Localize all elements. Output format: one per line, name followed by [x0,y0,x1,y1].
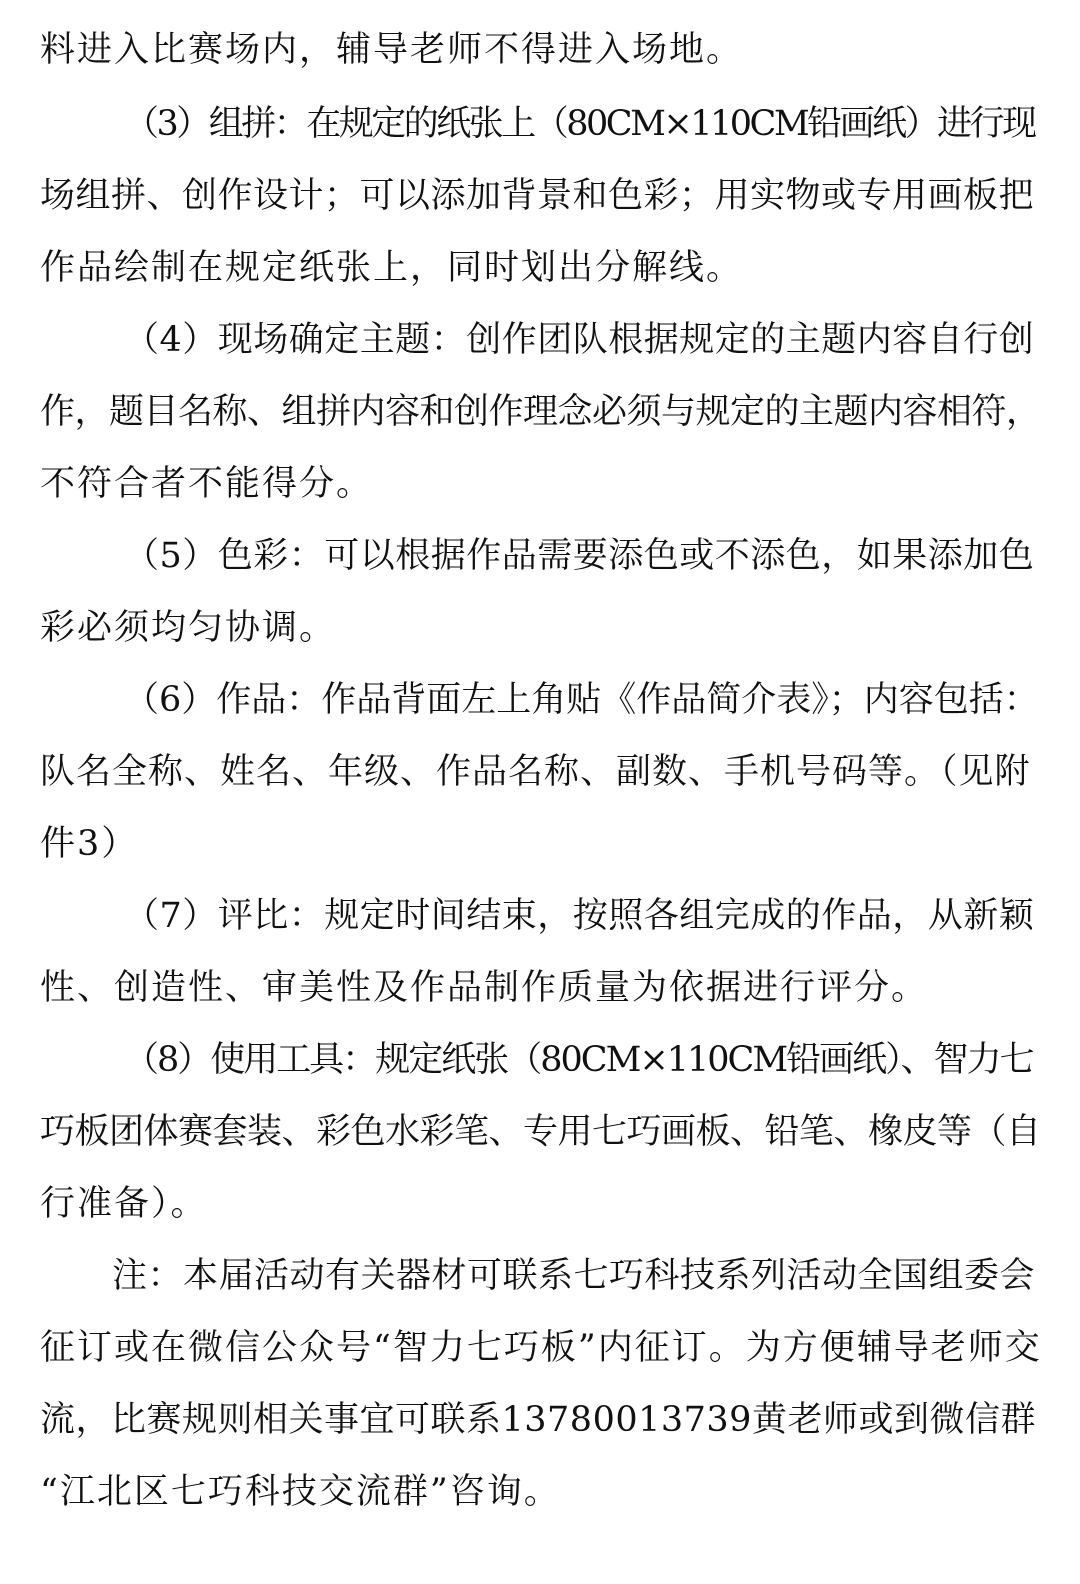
paragraph-line: 注：本届活动有关器材可联系七巧科技系列活动全国组委会 [112,1256,1036,1296]
paragraph-line: （7）评比：规定时间结束，按照各组完成的作品，从新颖 [124,896,1035,936]
paragraph-line: 队名全称、姓名、年级、作品名称、副数、手机号码等。（见附 [40,752,1031,792]
paragraph-line: 件3） [40,824,139,864]
paragraph-line: 彩必须均匀协调。 [40,608,337,648]
paragraph-line: 行准备）。 [40,1184,208,1224]
paragraph-line: 作，题目名称、组拼内容和创作理念必须与规定的主题内容相符， [40,392,1041,432]
paragraph-line: （8）使用工具：规定纸张（80CM×110CM铅画纸）、智力七 [124,1040,1033,1080]
paragraph-line: （5）色彩：可以根据作品需要添色或不添色，如果添加色 [124,536,1035,576]
paragraph-line: 征订或在微信公众号“智力七巧板”内征订。为方便辅导老师交 [40,1328,1042,1368]
paragraph-line: 场组拼、创作设计；可以添加背景和色彩；用实物或专用画板把 [40,176,1035,216]
paragraph-line: 巧板团体赛套装、彩色水彩笔、专用七巧画板、铅笔、橡皮等（自 [40,1112,1041,1152]
paragraph-line: （4）现场确定主题：创作团队根据规定的主题内容自行创 [124,320,1035,360]
paragraph-line: 性、创造性、审美性及作品制作质量为依据进行评分。 [40,968,929,1008]
paragraph-line: （6）作品：作品背面左上角贴《作品简介表》；内容包括： [124,680,1039,720]
paragraph-line: 流，比赛规则相关事宜可联系13780013739黄老师或到微信群 [40,1400,1036,1440]
paragraph-line: 料进入比赛场内，辅导老师不得进入场地。 [40,30,744,70]
paragraph-line: 作品绘制在规定纸张上，同时划出分解线。 [40,248,744,288]
paragraph-line: “江北区七巧科技交流群”咨询。 [40,1472,561,1512]
paragraph-line: （3）组拼：在规定的纸张上（80CM×110CM铅画纸）进行现 [124,104,1035,144]
paragraph-line: 不符合者不能得分。 [40,464,374,504]
